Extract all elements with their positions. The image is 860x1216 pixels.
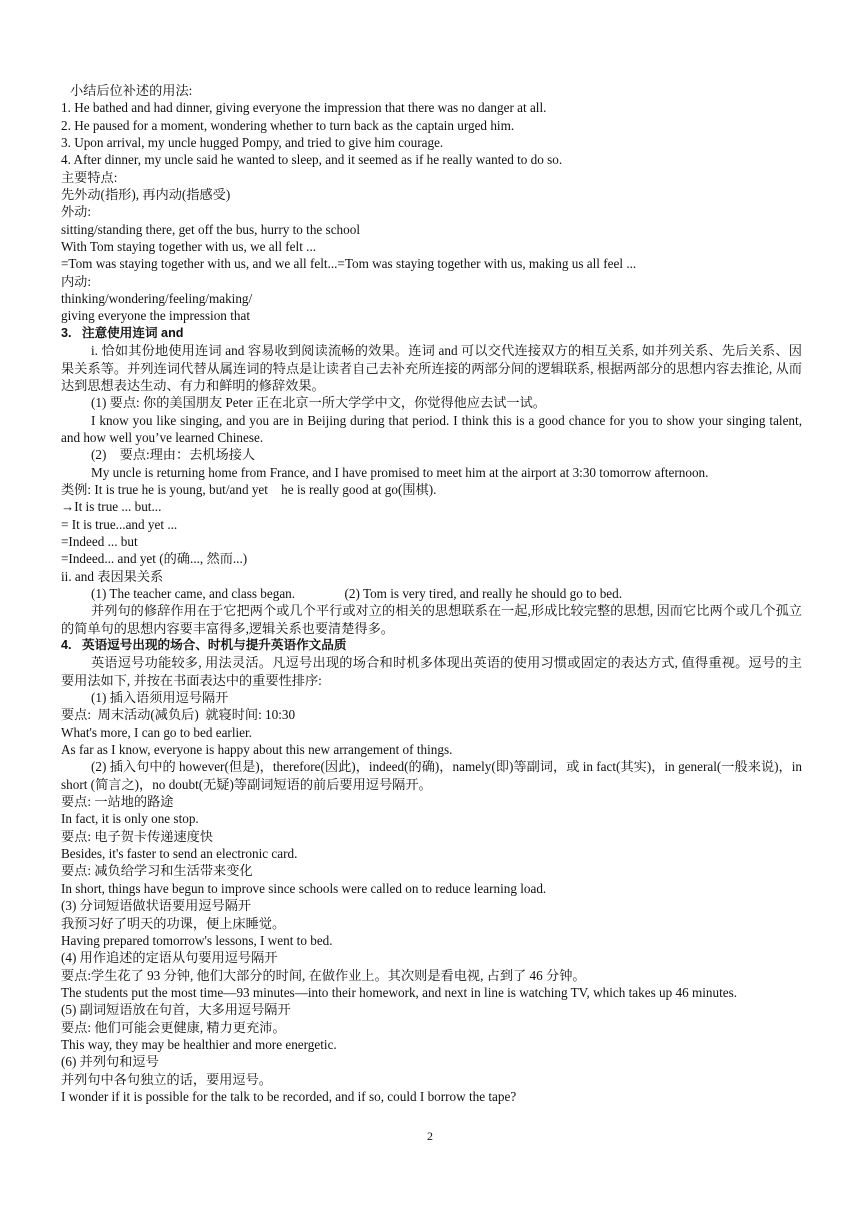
text-line: This way, they may be healthier and more energetic. [61, 1036, 337, 1052]
example-line: 3. Upon arrival, my uncle hugged Pompy, and tried to give him courage. [61, 135, 444, 151]
text-line: What's more, I can go to bed earlier. [61, 724, 252, 740]
paragraph: (2) 插入句中的 however(但是)，therefore(因此)，indeed(的确)，namely(即)等副词，或 in fact(其实)，in general(一般来说)，in short (简言之)，no doubt(无疑)等副词短语的前后要用逗号隔开。 [61, 759, 802, 792]
key-point: (1) 要点: 你的美国朋友 Peter 正在北京一所大学学中文，你觉得他应去试一试。 [91, 395, 546, 411]
text-line: In short, things have begun to improve since schools were called on to reduce learning load. [61, 880, 547, 896]
paragraph: 英语逗号功能较多, 用法灵活。凡逗号出现的场合和时机多体现出英语的使用习惯或固定的表达方式, 值得重视。逗号的主要用法如下, 并按在书面表达中的重要性排序: [61, 655, 802, 688]
label-line: 外动: [61, 204, 92, 220]
label-line: 主要特点: [61, 169, 118, 185]
text-line: 先外动(指形), 再内动(指感受) [61, 187, 231, 203]
text-line: In fact, it is only one stop. [61, 811, 199, 827]
key-point: 要点: 他们可能会更健康, 精力更充沛。 [61, 1019, 286, 1035]
example-line: 2. He paused for a moment, wondering whether to turn back as the captain urged him. [61, 117, 515, 133]
section-heading-4: 4. 英语逗号出现的场合、时机与提升英语作文品质 [61, 638, 347, 652]
example-line: 4. After dinner, my uncle said he wanted to sleep, and it seemed as if he really wanted to do so. [61, 152, 563, 168]
text-line: As far as I know, everyone is happy about this new arrangement of things. [61, 742, 453, 758]
key-point: 要点: 周末活动(减负后) 就寝时间: 10:30 [61, 707, 296, 723]
text-line: sitting/standing there, get off the bus, hurry to the school [61, 221, 360, 237]
sub-heading: (6) 并列句和逗号 [61, 1054, 159, 1070]
text-line: The students put the most time—93 minutes—into their homework, and next in line is watching TV, which takes up 46 minutes. [61, 984, 738, 1000]
key-point: 要点: 减负给学习和生活带来变化 [61, 863, 253, 879]
text-line: →It is true ... but... [61, 499, 162, 515]
text-line: ii. and 表因果关系 [61, 568, 164, 584]
summary-title: 小结后位补述的用法: [70, 83, 193, 98]
text-line: = It is true...and yet ... [61, 516, 178, 532]
label-line: 内动: [61, 273, 92, 289]
text-line: With Tom staying together with us, we all felt ... [61, 239, 317, 255]
key-point: (2) 要点:理由：去机场接人 [91, 447, 256, 463]
sub-heading: (1) 插入语须用逗号隔开 [91, 690, 229, 706]
document-page [61, 82, 802, 1105]
sub-heading: (4) 用作追述的定语从句要用逗号隔开 [61, 950, 278, 966]
paragraph: I know you like singing, and you are in Beijing during that period. I think this is a good chance for you to show your singing talent, and how well you’ve learned Chinese. [61, 412, 802, 445]
paragraph: 并列句的修辞作用在于它把两个或几个平行或对立的相关的思想联系在一起,形成比较完整的思想, 因而它比两个或几个孤立的简单句的思想内容要丰富得多,逻辑关系也要清楚得多。 [61, 603, 802, 636]
sub-heading: (3) 分词短语做状语要用逗号隔开 [61, 898, 252, 914]
section-heading-3: 3. 注意使用连词 and [61, 325, 184, 340]
paragraph: i. 恰如其份地使用连词 and 容易收到阅读流畅的效果。连词 and 可以交代连接双方的相互关系, 如并列关系、先后关系、因果关系等。并列连词代替从属连词的特点是让读者自己去补充所连接的两部分间的逻辑联系, 根据两部分的思想内容去推论, 从而达到思想表达生动、有力和鲜明的修辞效果。 [61, 343, 802, 393]
text-line: (1) The teacher came, and class began. (2) Tom is very tired, and really he should go to bed. [91, 585, 623, 601]
page-number: 2 [427, 1129, 433, 1143]
text-line: =Indeed... and yet (的确..., 然而...) [61, 551, 248, 567]
text-line: =Tom was staying together with us, and we all felt...=Tom was staying together with us, making us all feel ... [61, 256, 637, 272]
text-line: =Indeed ... but [61, 533, 138, 549]
text-line: giving everyone the impression that [61, 308, 250, 324]
key-point: 要点: 电子贺卡传递速度快 [61, 828, 214, 844]
text-line: Having prepared tomorrow's lessons, I went to bed. [61, 932, 333, 948]
text-line: My uncle is returning home from France, and I have promised to meet him at the airport at 3:30 tomorrow afternoon. [91, 464, 709, 480]
example-line: 1. He bathed and had dinner, giving everyone the impression that there was no danger at all. [61, 100, 547, 116]
text-line: I wonder if it is possible for the talk to be recorded, and if so, could I borrow the tape? [61, 1088, 517, 1104]
text-line: 并列句中各句独立的话，要用逗号。 [61, 1071, 272, 1087]
text-line: 类例: It is true he is young, but/and yet he is really good at go(围棋). [61, 481, 437, 497]
key-point: 要点:学生花了 93 分钟, 他们大部分的时间, 在做作业上。其次则是看电视, 占到了 46 分钟。 [61, 967, 586, 983]
text-line: thinking/wondering/feeling/making/ [61, 291, 253, 307]
text-line: 我预习好了明天的功课，便上床睡觉。 [61, 915, 286, 931]
text-line: Besides, it's faster to send an electronic card. [61, 846, 298, 862]
sub-heading: (5) 副词短语放在句首，大多用逗号隔开 [61, 1002, 291, 1018]
key-point: 要点: 一站地的路途 [61, 794, 174, 810]
